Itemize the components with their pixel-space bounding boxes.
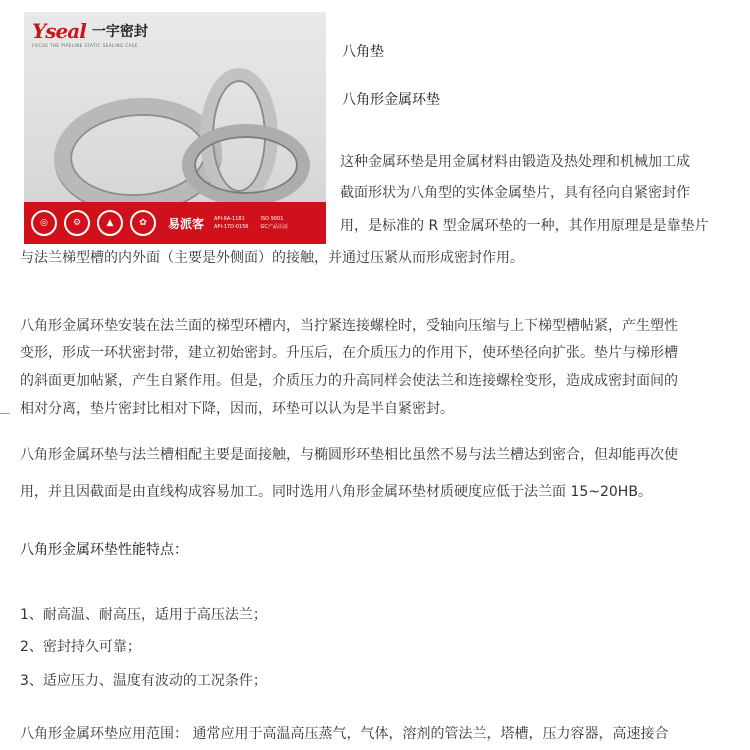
feature-item: 2、密封持久可靠；	[20, 639, 141, 655]
intro-line: 用，是标准的 R 型金属环垫的一种，其作用原理是是靠垫片	[340, 218, 709, 234]
banner-iso: ISO 9001 GC产品认证	[260, 216, 288, 230]
paragraph-line: 八角形金属环垫与法兰槽相配主要是面接触，与椭圆形环垫相比虽然不易与法兰槽达到密合，但却能再次使	[20, 447, 678, 463]
intro-line: 与法兰梯型槽的内外面（主要是外侧面）的接触，并通过压紧从而形成密封作用。	[20, 250, 524, 266]
paragraph-line: 八角形金属环垫安装在法兰面的梯型环槽内，当拧紧连接螺栓时，受轴向压缩与上下梯型槽帖紧，产生塑性	[20, 318, 678, 334]
paragraph-line: 相对分离，垫片密封比相对下降，因而，环垫可以认为是半自紧密封。	[20, 401, 454, 417]
margin-mark	[0, 413, 10, 414]
cert-emblem-icon: ⚙	[64, 210, 90, 236]
cert-emblem-icon: ▲	[97, 210, 123, 236]
intro-line: 这种金属环垫是用金属材料由锻造及热处理和机械加工成	[340, 154, 690, 170]
features-heading: 八角形金属环垫性能特点：	[20, 542, 188, 558]
paragraph-line: 用，并且因截面是由直线构成容易加工。同时选用八角形金属环垫材质硬度应低于法兰面 15~20HB。	[20, 484, 652, 500]
article-title: 八角垫	[342, 44, 384, 60]
octagonal-ring-small	[182, 124, 310, 206]
application-line: 八角形金属环垫应用范围： 通常应用于高温高压蒸气，气体，溶剂的管法兰，塔槽，压力容器，高速接合	[20, 726, 669, 742]
intro-line: 截面形状为八角型的实体金属垫片，具有径向自紧密封作	[340, 185, 690, 201]
feature-item: 1、耐高温、耐高压，适用于高压法兰；	[20, 607, 267, 623]
certification-banner	[24, 202, 326, 244]
product-image	[24, 12, 326, 244]
cert-emblem-icon: ◎	[31, 210, 57, 236]
paragraph-line: 的斜面更加帖紧，产生自紧作用。但是，介质压力的升高同样会使法兰和连接螺栓变形，造成成密封面间的	[20, 373, 678, 389]
cert-emblem-icon: ✿	[130, 210, 156, 236]
logo-chinese-name: 一宇密封	[91, 24, 148, 40]
feature-item: 3、适应压力、温度有波动的工况条件；	[20, 673, 267, 689]
logo-tagline: FOCUS THE PIPELINE STATIC SEALING CASE	[32, 43, 138, 48]
logo-mark: Yseal	[32, 19, 86, 43]
banner-brand: 易派客	[168, 216, 205, 231]
paragraph-line: 变形，形成一环状密封带，建立初始密封。升压后，在介质压力的作用下，使环垫径向扩张。垫片与梯形槽	[20, 345, 678, 361]
brand-logo	[32, 20, 148, 42]
banner-api-codes: API-6A-1181 API-17D-0156	[214, 216, 249, 230]
article-subtitle: 八角形金属环垫	[342, 92, 440, 108]
